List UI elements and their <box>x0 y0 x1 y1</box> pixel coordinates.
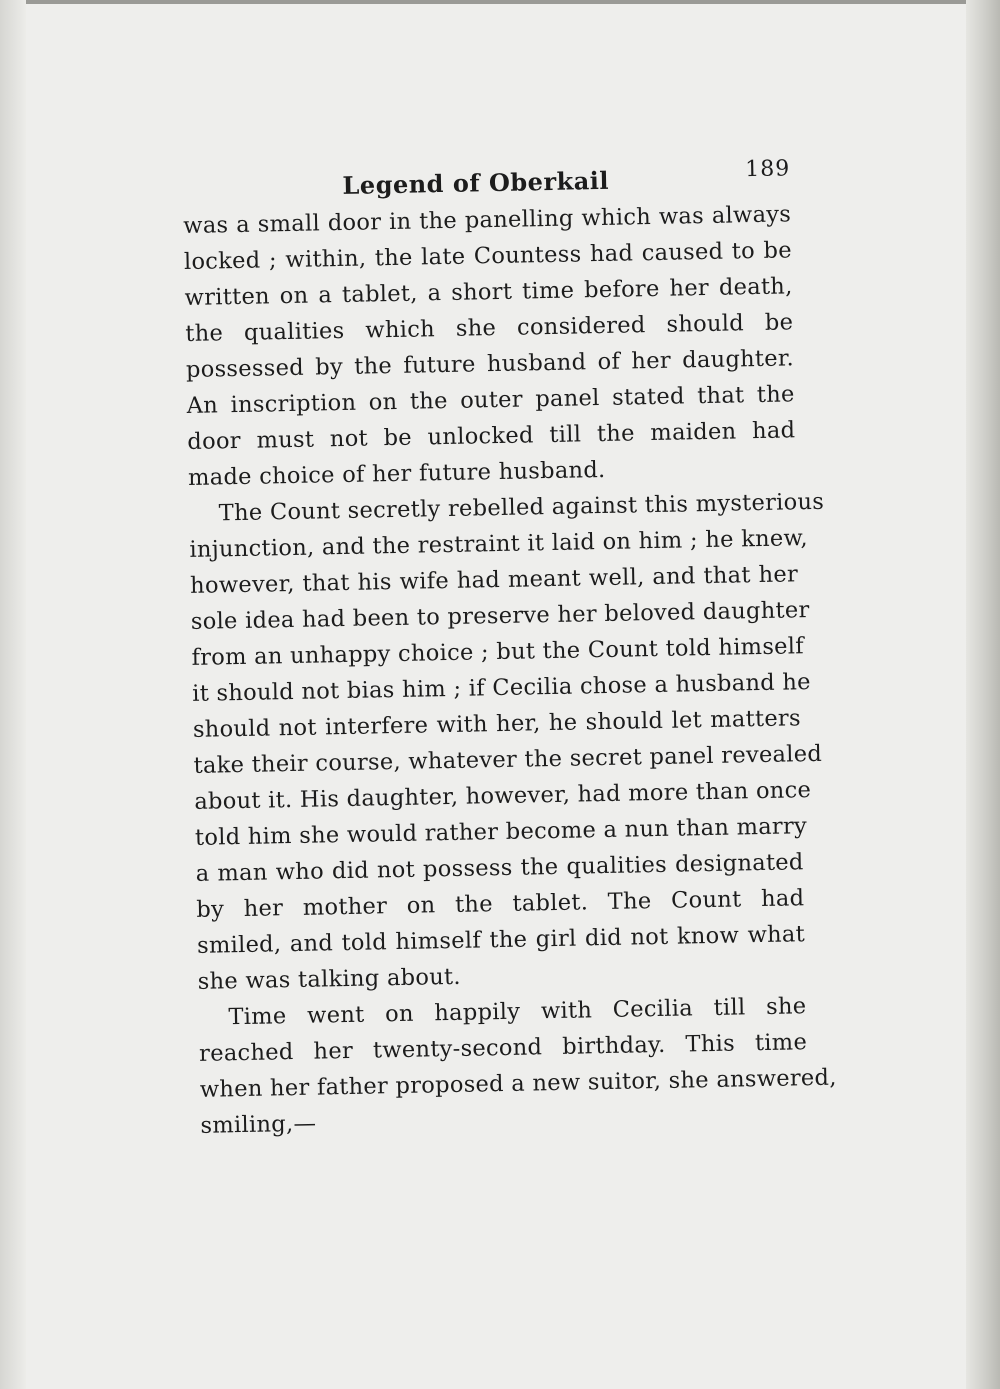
text-line: a man who did not possess the qualities designated <box>195 849 804 887</box>
text-line: take their course, whatever the secret panel revealed <box>193 740 823 779</box>
text-line: however, that his wife had meant well, and that her <box>189 561 799 599</box>
page-content <box>182 148 837 1143</box>
text-line: when her father proposed a new suitor, she answered, <box>199 1064 837 1103</box>
text-line: told him she would rather become a nun than marry <box>194 813 808 851</box>
text-line: from an unhappy choice ; but the Count told himself <box>191 633 805 671</box>
page-number: 189 <box>745 156 791 183</box>
text-line: An inscription on the outer panel stated that the <box>186 381 795 419</box>
body-text <box>183 196 837 1143</box>
paragraph-start-line: The Count secretly rebelled against this mysterious <box>218 488 825 527</box>
text-line: possessed by the future husband of her daughter. <box>185 345 795 383</box>
running-title: Legend of Oberkail <box>342 165 610 200</box>
text-line: injunction, and the restraint it laid on him ; he knew, <box>189 525 809 563</box>
text-line: the qualities which she considered should be <box>185 309 794 347</box>
text-line: made choice of her future husband. <box>187 456 606 491</box>
text-line: written on a tablet, a short time before her death, <box>184 273 793 311</box>
text-line: she was talking about. <box>197 963 462 995</box>
text-line: smiling,— <box>200 1110 317 1139</box>
text-line: by her mother on the tablet. The Count had <box>196 885 805 923</box>
page-top-edge <box>26 0 966 4</box>
text-line: locked ; within, the late Countess had caused to be <box>183 237 793 275</box>
text-line: smiled, and told himself the girl did not know what <box>196 921 806 959</box>
text-line: door must not be unlocked till the maiden had <box>187 417 796 455</box>
text-line: was a small door in the panelling which was always <box>183 201 792 239</box>
paragraph-start-line: Time went on happily with Cecilia till she <box>228 993 807 1031</box>
text-line: about it. His daughter, however, had more than once <box>194 777 812 815</box>
text-line: reached her twenty-second birthday. This time <box>198 1029 808 1067</box>
text-line: should not interfere with her, he should let matters <box>192 705 802 743</box>
text-line: it should not bias him ; if Cecilia chose a husband he <box>192 669 812 707</box>
text-line: sole idea had been to preserve her beloved daughter <box>190 597 810 635</box>
